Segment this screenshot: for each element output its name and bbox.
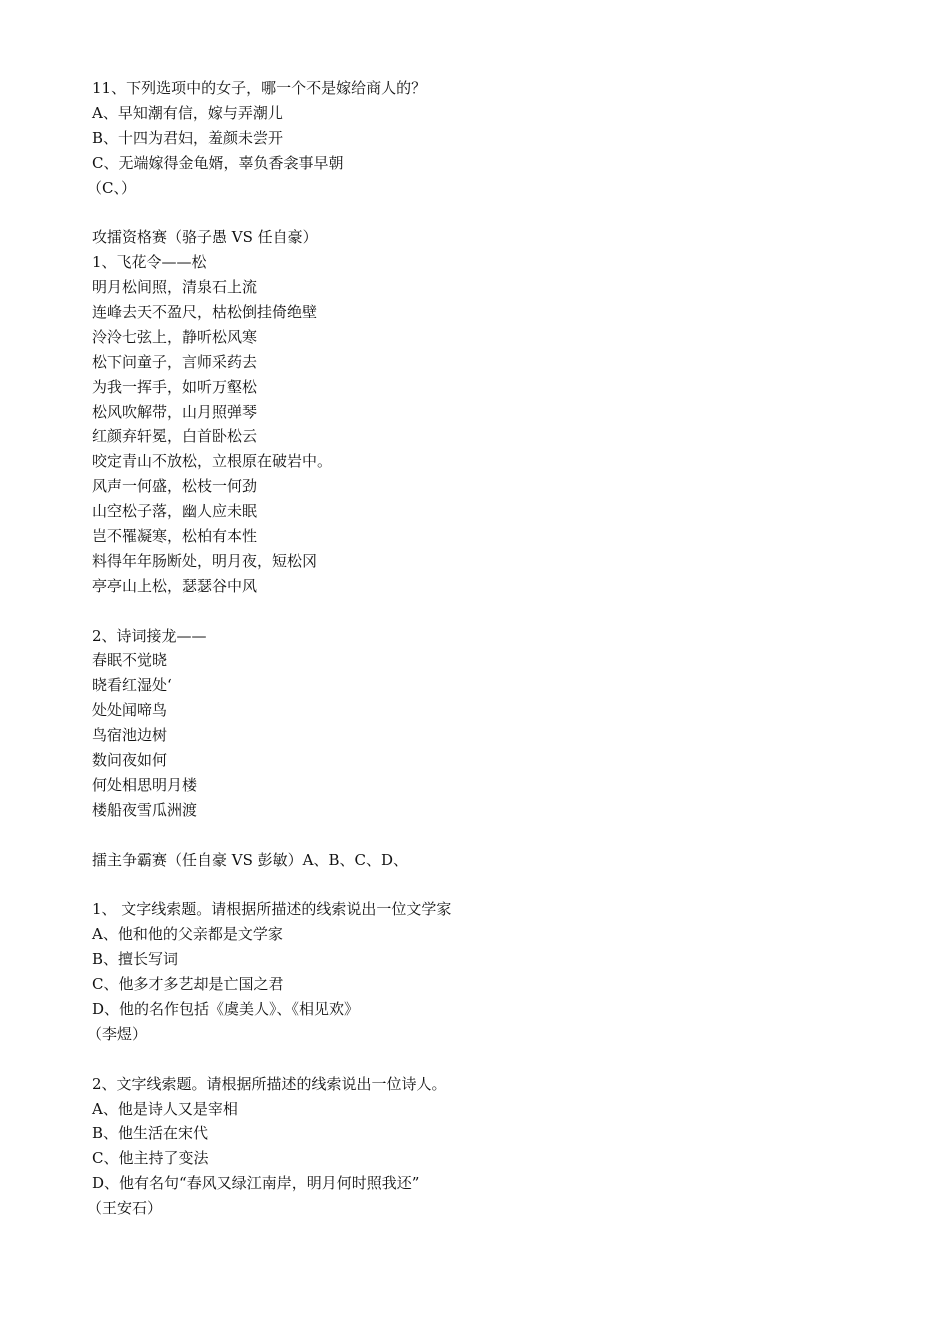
poem-line: 明月松间照，清泉石上流 xyxy=(92,278,258,297)
poem-line: 泠泠七弦上，静听松风寒 xyxy=(92,327,258,346)
final-round xyxy=(87,848,892,1221)
option-b: B、擅长写词 xyxy=(92,950,179,969)
final-question-1 xyxy=(87,897,892,1046)
poem-line: 晓看红湿处‘ xyxy=(92,676,172,695)
jielong-heading: 2、诗词接龙—— xyxy=(92,626,207,645)
option-b: B、十四为君妇，羞颜未尝开 xyxy=(92,128,284,147)
poem-line: 连峰去天不盈尺，枯松倒挂倚绝壁 xyxy=(92,303,318,322)
final-question-2 xyxy=(87,1072,892,1221)
option-d: D、他的名作包括《虞美人》、《相见欢》 xyxy=(92,999,360,1018)
answer: （王安石） xyxy=(87,1199,163,1218)
option-d: D、他有名句“春风又绿江南岸，明月何时照我还” xyxy=(92,1174,420,1193)
poem-line: 料得年年肠断处，明月夜，短松冈 xyxy=(92,551,318,570)
poem-line: 数问夜如何 xyxy=(92,751,168,770)
spacer xyxy=(92,599,892,624)
question-11 xyxy=(87,76,892,200)
answer: （C、） xyxy=(87,178,136,197)
poem-line: 山空松子落，幽人应未眠 xyxy=(92,502,258,521)
spacer xyxy=(92,873,892,898)
poem-line: 为我一挥手，如听万壑松 xyxy=(92,377,258,396)
poem-line: 鸟宿池边树 xyxy=(92,726,168,745)
qualifier-round xyxy=(92,225,892,822)
poem-line: 风声一何盛，松枝一何劲 xyxy=(92,477,258,496)
poem-line: 红颜弃轩冕，白首卧松云 xyxy=(92,427,258,446)
section-title: 攻擂资格赛（骆子愚 VS 任自豪） xyxy=(92,228,318,247)
option-c: C、他多才多艺却是亡国之君 xyxy=(92,975,284,994)
poem-line: 楼船夜雪瓜洲渡 xyxy=(92,800,198,819)
feihualing-heading: 1、飞花令——松 xyxy=(92,253,207,272)
question-text: 1、 文字线索题。请根据所描述的线索说出一位文学家 xyxy=(92,900,452,919)
poem-line: 何处相思明月楼 xyxy=(92,775,198,794)
spacer xyxy=(92,823,892,848)
option-a: A、他和他的父亲都是文学家 xyxy=(92,925,283,944)
section-title: 擂主争霸赛（任自豪 VS 彭敏）A、B、C、D、 xyxy=(92,850,409,869)
spacer xyxy=(92,200,892,225)
feihualing-lines xyxy=(92,275,892,599)
poem-line: 春眠不觉晓 xyxy=(92,651,168,670)
question-text: 2、文字线索题。请根据所描述的线索说出一位诗人。 xyxy=(92,1074,447,1093)
question-text: 11、下列选项中的女子，哪一个不是嫁给商人的？ xyxy=(92,79,427,97)
poem-line: 亭亭山上松，瑟瑟谷中风 xyxy=(92,576,258,595)
spacer xyxy=(92,1047,892,1072)
jielong-lines xyxy=(92,648,892,822)
poem-line: 松风吹解带，山月照弹琴 xyxy=(92,402,258,421)
poem-line: 处处闻啼鸟 xyxy=(92,701,168,720)
poem-line: 岂不罹凝寒，松柏有本性 xyxy=(92,527,258,546)
document-page xyxy=(87,76,892,1221)
option-b: B、他生活在宋代 xyxy=(92,1124,209,1143)
option-c: C、他主持了变法 xyxy=(92,1149,209,1168)
answer: （李煜） xyxy=(87,1024,148,1043)
option-c: C、无端嫁得金龟婿，辜负香衾事早朝 xyxy=(92,153,344,172)
option-a: A、早知潮有信，嫁与弄潮儿 xyxy=(92,103,283,122)
option-a: A、他是诗人又是宰相 xyxy=(92,1099,238,1118)
poem-line: 咬定青山不放松，立根原在破岩中。 xyxy=(92,452,333,471)
poem-line: 松下问童子，言师采药去 xyxy=(92,352,258,371)
